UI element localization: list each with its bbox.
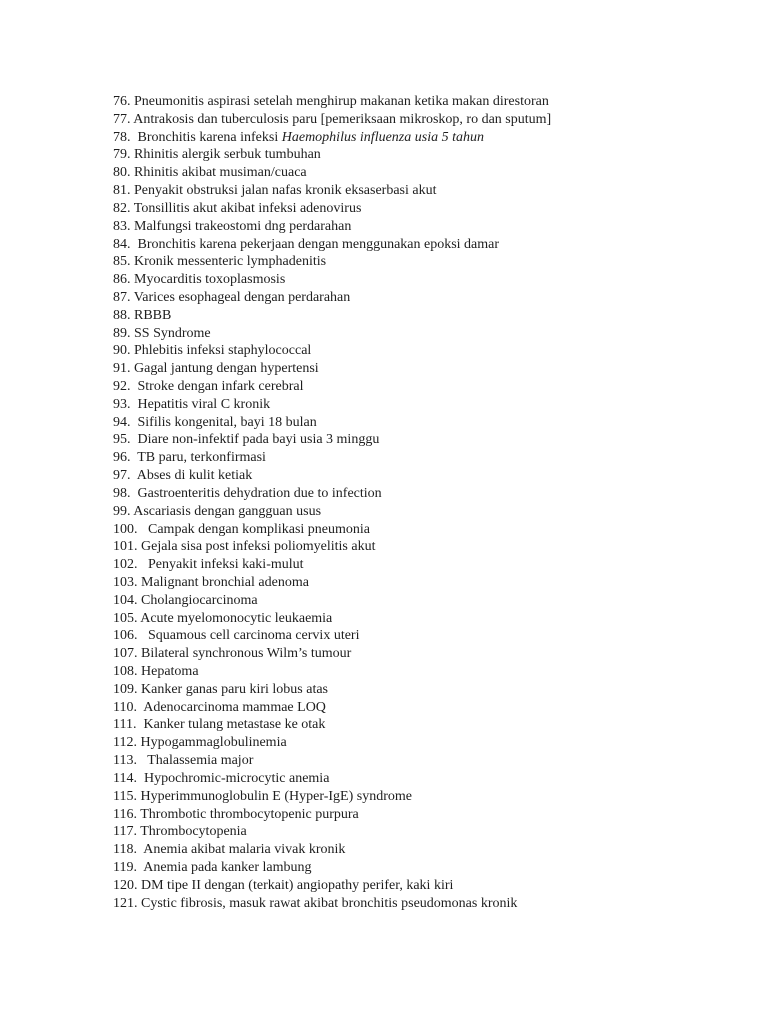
list-item	[113, 164, 763, 182]
list-item	[113, 467, 763, 485]
list-item	[113, 396, 763, 414]
list-item	[113, 877, 763, 895]
list-item	[113, 895, 763, 913]
item-number: 90.	[113, 343, 131, 359]
item-number: 92.	[113, 379, 131, 394]
item-text: Gastroenteritis dehydration due to infection	[130, 485, 382, 501]
item-text: Hypochromic-microcytic anemia	[136, 770, 330, 786]
item-text: Anemia pada kanker lambung	[136, 859, 312, 875]
item-number: 85.	[113, 254, 131, 270]
list-item	[113, 325, 763, 343]
item-number: 78.	[113, 129, 131, 145]
list-item	[113, 307, 763, 325]
item-text: Cholangiocarcinoma	[137, 592, 258, 608]
list-item	[113, 360, 763, 378]
list-item	[113, 752, 763, 770]
item-text: Thalassemia major	[136, 753, 254, 769]
list-item	[113, 645, 763, 663]
item-text: Bronchitis karena pekerjaan dengan menggunakan epoksi damar	[130, 236, 500, 252]
item-number: 91.	[113, 361, 131, 377]
item-number: 105.	[113, 610, 138, 626]
item-text: Adenocarcinoma mammae LOQ	[136, 699, 326, 715]
item-text: Sifilis kongenital, bayi 18 bulan	[130, 414, 317, 430]
item-text: Gagal jantung dengan hypertensi	[130, 361, 319, 377]
item-text: Penyakit infeksi kaki-mulut	[137, 557, 304, 573]
item-text: Anemia akibat malaria vivak kronik	[136, 842, 346, 858]
list-item	[113, 859, 763, 877]
item-number: 115.	[113, 788, 137, 804]
item-text: Hypogammaglobulinemia	[136, 735, 287, 751]
numbered-diagnosis-list	[113, 93, 763, 912]
item-text: Thrombocytopenia	[136, 824, 247, 840]
item-number: 98.	[113, 485, 131, 501]
item-text: Gejala sisa post infeksi poliomyelitis akut	[137, 539, 376, 555]
item-text: Bilateral synchronous Wilm’s tumour	[137, 646, 352, 662]
list-item	[113, 503, 763, 521]
list-item	[113, 485, 763, 503]
list-item	[113, 236, 763, 254]
item-number: 86.	[113, 272, 131, 288]
item-number: 119.	[113, 859, 137, 875]
item-number: 79.	[113, 147, 131, 163]
item-number: 89.	[113, 325, 131, 341]
item-text: SS Syndrome	[130, 325, 211, 341]
list-item	[113, 663, 763, 681]
list-item	[113, 699, 763, 717]
list-item	[113, 770, 763, 788]
list-item	[113, 449, 763, 467]
item-text: RBBB	[130, 307, 172, 323]
list-item	[113, 414, 763, 432]
item-number: 81.	[113, 183, 131, 199]
item-number: 100.	[113, 521, 138, 537]
item-text: Thrombotic thrombocytopenic purpura	[136, 806, 359, 822]
item-text: Campak dengan komplikasi pneumonia	[137, 521, 371, 537]
item-number: 120.	[113, 877, 138, 893]
item-number: 112.	[113, 735, 137, 751]
item-text: Hepatoma	[137, 664, 199, 679]
item-number: 113.	[113, 753, 137, 769]
item-number: 108.	[113, 664, 138, 679]
item-text: Kanker tulang metastase ke otak	[136, 717, 326, 733]
item-italic-text: Haemophilus influenza usia 5 tahun	[281, 129, 484, 145]
item-number: 84.	[113, 236, 131, 252]
list-item	[113, 129, 763, 147]
list-item	[113, 200, 763, 218]
item-number: 99.	[113, 503, 131, 519]
item-text: DM tipe II dengan (terkait) angiopathy perifer, kaki kiri	[137, 877, 454, 893]
item-number: 107.	[113, 646, 138, 662]
item-text: Kanker ganas paru kiri lobus atas	[137, 681, 328, 697]
list-item	[113, 734, 763, 752]
list-item	[113, 716, 763, 734]
item-number: 121.	[113, 895, 138, 911]
list-item	[113, 556, 763, 574]
item-number: 114.	[113, 770, 137, 786]
list-item	[113, 627, 763, 645]
item-number: 95.	[113, 432, 131, 448]
item-text: Rhinitis alergik serbuk tumbuhan	[130, 147, 321, 163]
item-number: 93.	[113, 396, 131, 412]
item-text: Malfungsi trakeostomi dng perdarahan	[130, 218, 352, 234]
list-item	[113, 521, 763, 539]
item-text: Penyakit obstruksi jalan nafas kronik eksaserbasi akut	[130, 183, 437, 199]
item-number: 101.	[113, 539, 138, 555]
item-text: Malignant bronchial adenoma	[137, 574, 309, 590]
item-number: 116.	[113, 806, 137, 822]
item-number: 109.	[113, 681, 138, 697]
item-text: Myocarditis toxoplasmosis	[130, 272, 286, 288]
list-item	[113, 823, 763, 841]
list-item	[113, 610, 763, 628]
item-text: Tonsillitis akut akibat infeksi adenovirus	[130, 200, 362, 216]
item-number: 118.	[113, 842, 137, 858]
item-number: 87.	[113, 289, 131, 305]
list-item	[113, 681, 763, 699]
item-number: 76.	[113, 94, 131, 109]
item-text: Abses di kulit ketiak	[130, 468, 253, 484]
list-item	[113, 431, 763, 449]
item-text: Hepatitis viral C kronik	[130, 396, 271, 412]
item-text: Antrakosis dan tuberculosis paru [pemeriksaan mikroskop, ro dan sputum]	[130, 111, 552, 127]
item-text: Pneumonitis aspirasi setelah menghirup makanan ketika makan direstoran	[130, 94, 549, 109]
item-text: Hyperimmunoglobulin E (Hyper-IgE) syndrome	[136, 788, 412, 804]
item-number: 103.	[113, 574, 138, 590]
list-item	[113, 574, 763, 592]
item-text: Cystic fibrosis, masuk rawat akibat bronchitis pseudomonas kronik	[137, 895, 518, 911]
item-text: Squamous cell carcinoma cervix uteri	[137, 628, 360, 644]
item-number: 110.	[113, 699, 137, 715]
item-number: 104.	[113, 592, 138, 608]
item-number: 77.	[113, 111, 131, 127]
item-number: 82.	[113, 200, 131, 216]
item-number: 94.	[113, 414, 131, 430]
list-item	[113, 788, 763, 806]
item-text: Diare non-infektif pada bayi usia 3 minggu	[130, 432, 380, 448]
item-number: 97.	[113, 468, 131, 484]
list-item	[113, 841, 763, 859]
item-number: 96.	[113, 450, 131, 466]
list-item	[113, 182, 763, 200]
item-text: Varices esophageal dengan perdarahan	[130, 289, 351, 305]
list-item	[113, 538, 763, 556]
item-number: 102.	[113, 557, 138, 573]
item-text: Ascariasis dengan gangguan usus	[130, 503, 322, 519]
item-text: Bronchitis karena infeksi	[130, 129, 282, 145]
list-item	[113, 592, 763, 610]
item-number: 88.	[113, 307, 131, 323]
item-text: Stroke dengan infark cerebral	[130, 379, 304, 394]
item-text: Acute myelomonocytic leukaemia	[137, 610, 333, 626]
list-item	[113, 806, 763, 824]
list-item	[113, 253, 763, 271]
item-text: TB paru, terkonfirmasi	[130, 450, 266, 466]
item-number: 117.	[113, 824, 137, 840]
item-text: Kronik messenteric lymphadenitis	[130, 254, 327, 270]
list-item	[113, 289, 763, 307]
list-item	[113, 111, 763, 129]
list-item	[113, 146, 763, 164]
list-item	[113, 218, 763, 236]
item-number: 111.	[113, 717, 137, 733]
item-text: Phlebitis infeksi staphylococcal	[130, 343, 312, 359]
item-number: 83.	[113, 218, 131, 234]
list-item	[113, 342, 763, 360]
item-number: 106.	[113, 628, 138, 644]
list-item	[113, 93, 763, 111]
item-text: Rhinitis akibat musiman/cuaca	[130, 165, 307, 181]
list-item	[113, 378, 763, 396]
list-item	[113, 271, 763, 289]
item-number: 80.	[113, 165, 131, 181]
